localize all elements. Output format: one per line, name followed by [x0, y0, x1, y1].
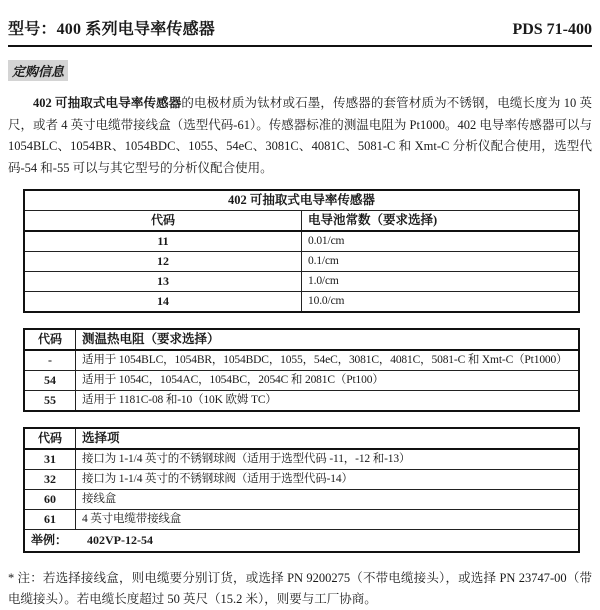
code-cell: 14 [24, 292, 302, 313]
code-cell: 60 [24, 490, 76, 510]
column-header-desc: 选择项 [76, 428, 580, 449]
desc-cell: 适用于 1054C，1054AC，1054BC，2054C 和 2081C（Pt100） [76, 371, 580, 391]
page-title: 型号：400 系列电导率传感器 [8, 21, 216, 38]
table-rtd [23, 328, 580, 412]
table-title-row [24, 190, 579, 211]
column-header-code: 代码 [24, 211, 302, 232]
example-label: 举例： [31, 533, 68, 547]
desc-cell: 0.01/cm [302, 231, 580, 252]
code-cell: - [24, 350, 76, 371]
desc-cell: 1.0/cm [302, 272, 580, 292]
code-cell: 12 [24, 252, 302, 272]
intro-paragraph [8, 93, 592, 179]
table-cell-constant [23, 189, 580, 313]
code-cell: 54 [24, 371, 76, 391]
code-cell: 31 [24, 449, 76, 470]
intro-lead: 402 可抽取式电导率传感器 [33, 96, 182, 110]
desc-cell: 接口为 1-1/4 英寸的不锈钢球阀（适用于选型代码-14） [76, 470, 580, 490]
table-header-row [24, 211, 579, 232]
table-row [24, 391, 579, 412]
table-row [24, 449, 579, 470]
table-row [24, 470, 579, 490]
table-row [24, 252, 579, 272]
table-row [24, 231, 579, 252]
document-header [8, 16, 592, 47]
code-cell: 55 [24, 391, 76, 412]
code-cell: 32 [24, 470, 76, 490]
desc-cell: 4 英寸电缆带接线盒 [76, 510, 580, 530]
desc-cell: 接线盒 [76, 490, 580, 510]
column-header-code: 代码 [24, 329, 76, 350]
code-cell: 61 [24, 510, 76, 530]
desc-cell: 适用于 1054BLC，1054BR，1054BDC，1055，54eC，3081C，4081C，5081-C 和 Xmt-C（Pt1000） [76, 350, 580, 371]
example-value: 402VP-12-54 [87, 533, 154, 547]
column-header-desc: 电导池常数（要求选择) [302, 211, 580, 232]
table-row [24, 292, 579, 313]
section-heading-ordering-info: 定购信息 [8, 60, 68, 81]
table-options [23, 427, 580, 553]
desc-cell: 接口为 1-1/4 英寸的不锈钢球阀（适用于选型代码 -11，-12 和-13） [76, 449, 580, 470]
example-cell [24, 530, 579, 553]
table-header-row [24, 329, 579, 350]
table-header-row [24, 428, 579, 449]
column-header-desc: 测温热电阻（要求选择） [76, 329, 580, 350]
footnote: * 注：若选择接线盒，则电缆要分别订货，或选择 PN 9200275（不带电缆接头），或选择 PN 23747-00（带电缆接头）。若电缆长度超过 50 英尺（15.2 米），则要与工厂协商。 [8, 571, 592, 606]
table-row [24, 510, 579, 530]
intro-rest: 的电极材质为钛材或石墨，传感器的套管材质为不锈钢，电缆长度为 10 英尺，或者 4 英寸电缆带接线盒（选型代码-61）。传感器标准的测温电阻为 Pt1000。402 电导率传感器可以与 1054BLC、1054BR、1054BDC、1055、54eC、3081C、4081C、5081-C 和 Xmt-C 分析仪配合使用，选型代码-54 和-55 可以与其它型号的分析仪配合使用。 [8, 96, 592, 175]
table-row [24, 272, 579, 292]
desc-cell: 10.0/cm [302, 292, 580, 313]
table-row [24, 371, 579, 391]
table-title: 402 可抽取式电导率传感器 [24, 190, 579, 211]
table-row [24, 490, 579, 510]
desc-cell: 适用于 1181C-08 和-10（10K 欧姆 TC） [76, 391, 580, 412]
code-cell: 11 [24, 231, 302, 252]
desc-cell: 0.1/cm [302, 252, 580, 272]
example-row [24, 530, 579, 553]
column-header-code: 代码 [24, 428, 76, 449]
code-cell: 13 [24, 272, 302, 292]
table-row [24, 350, 579, 371]
doc-number: PDS 71-400 [512, 21, 592, 38]
